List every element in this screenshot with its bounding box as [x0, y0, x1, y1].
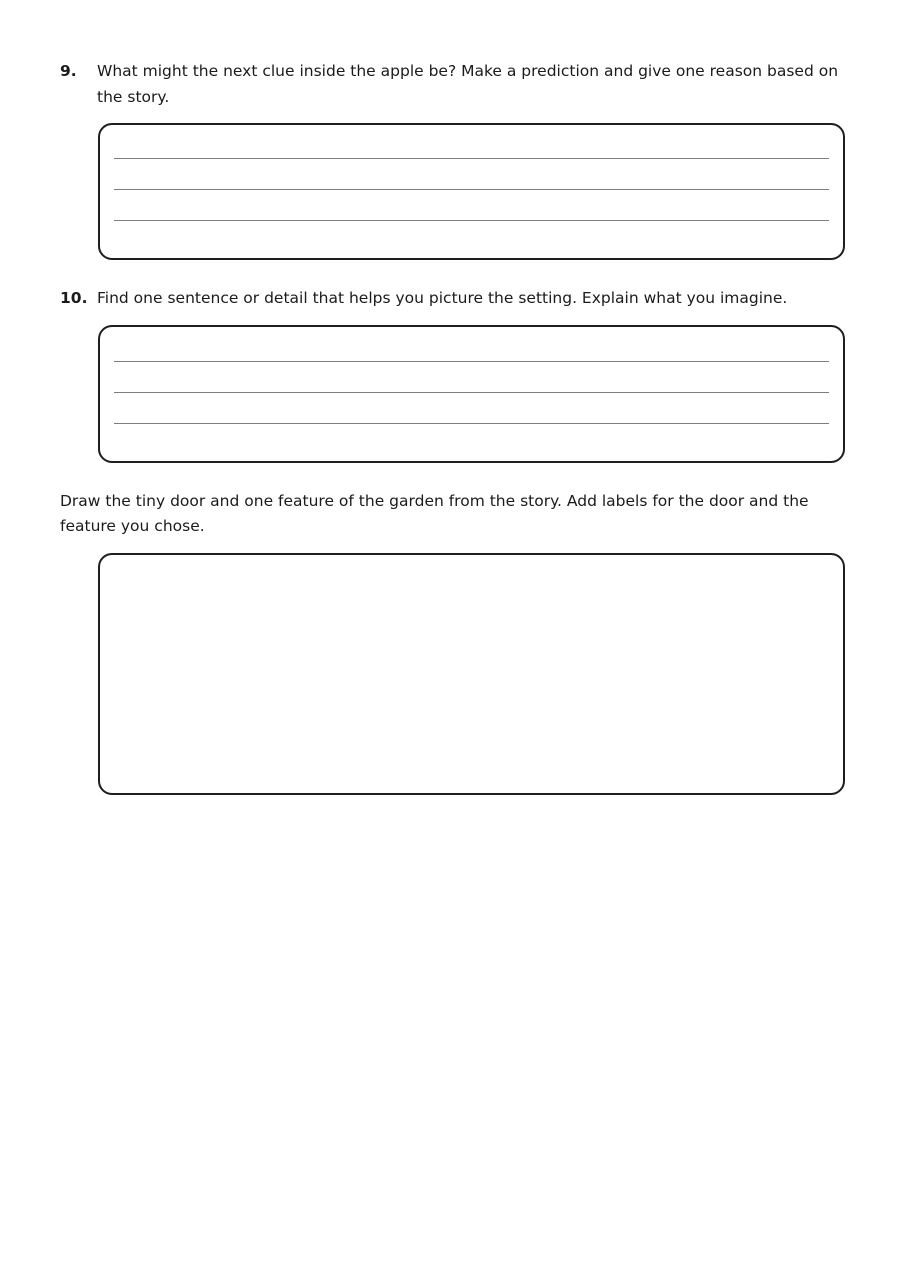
writing-line [114, 361, 829, 362]
writing-line [114, 189, 829, 190]
answer-box-10[interactable] [98, 325, 845, 463]
question-number: 9. [60, 62, 77, 80]
question-10 [60, 285, 850, 311]
drawing-instruction: Draw the tiny door and one feature of the garden from the story. Add labels for the door and the feature you chose. [60, 492, 809, 535]
question-9 [60, 58, 850, 110]
writing-line [114, 158, 829, 159]
writing-line [114, 220, 829, 221]
question-text: What might the next clue inside the apple be? Make a prediction and give one reason based on the story. [97, 62, 839, 106]
writing-line [114, 392, 829, 393]
question-text: Find one sentence or detail that helps you picture the setting. Explain what you imagine. [97, 289, 788, 307]
answer-box-9[interactable] [98, 123, 845, 260]
drawing-box[interactable] [98, 553, 845, 795]
question-number: 10. [60, 289, 88, 307]
writing-line [114, 423, 829, 424]
